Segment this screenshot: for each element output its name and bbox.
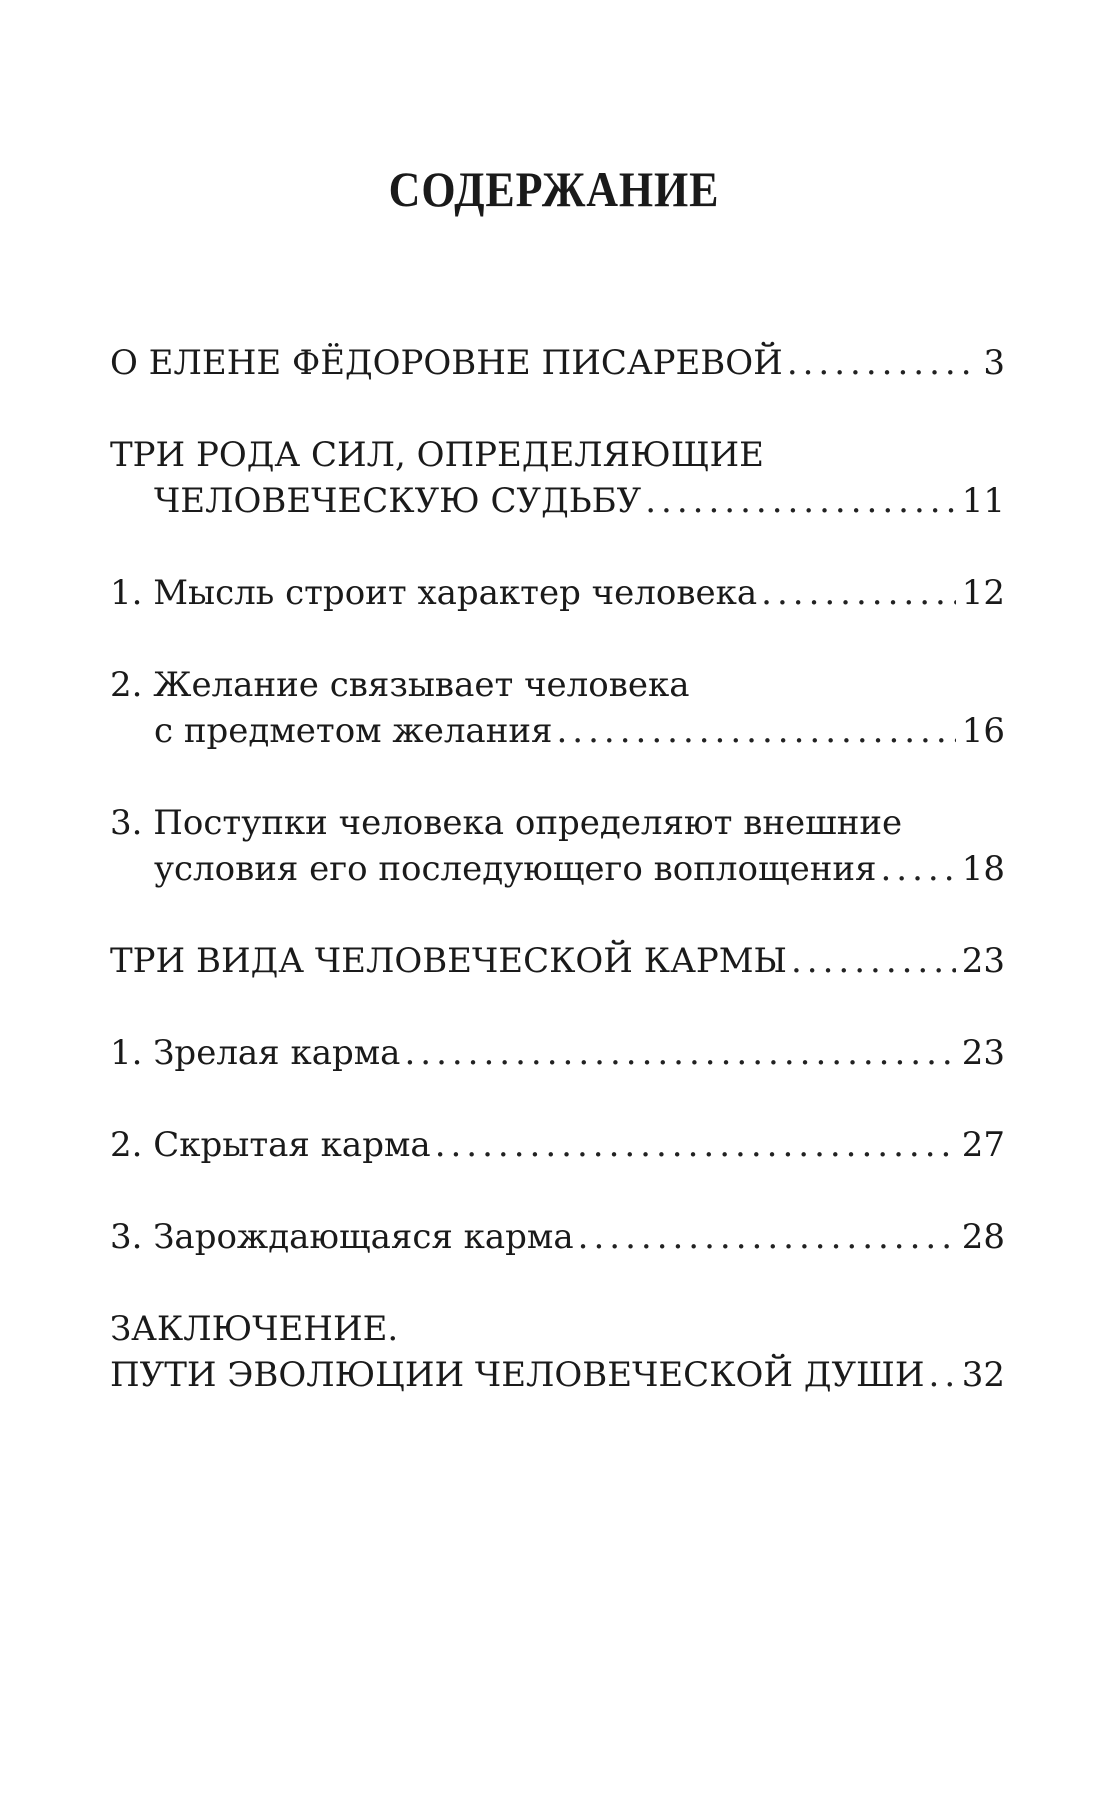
toc-entry-title: 3. Поступки человека определяют внешние bbox=[110, 803, 903, 843]
toc-leader-dots bbox=[787, 340, 978, 386]
toc-entry-title: О ЕЛЕНЕ ФЁДОРОВНЕ ПИСАРЕВОЙ bbox=[110, 343, 783, 383]
toc-leader-dots bbox=[761, 570, 956, 616]
toc-entry-title: ЗАКЛЮЧЕНИЕ. bbox=[110, 1309, 399, 1349]
toc-entry bbox=[110, 570, 1005, 616]
toc-page-number: 23 bbox=[961, 941, 1005, 981]
toc-entry-title-continued: с предметом желания bbox=[154, 711, 553, 751]
toc-leader-dots bbox=[435, 1122, 956, 1168]
toc-entry-title-continued: ЧЕЛОВЕЧЕСКУЮ СУДЬБУ bbox=[154, 481, 642, 521]
toc-entry bbox=[110, 1306, 1005, 1398]
toc-entry bbox=[110, 1214, 1005, 1260]
toc-entry-title: ТРИ РОДА СИЛ, ОПРЕДЕЛЯЮЩИЕ bbox=[110, 435, 764, 475]
toc-page-number: 32 bbox=[961, 1355, 1005, 1395]
toc-entry-title: 1. Зрелая карма bbox=[110, 1033, 401, 1073]
toc-leader-dots bbox=[556, 708, 955, 754]
toc-page-number: 23 bbox=[961, 1033, 1005, 1073]
toc-entry bbox=[110, 938, 1005, 984]
toc-entry-title: ТРИ ВИДА ЧЕЛОВЕЧЕСКОЙ КАРМЫ bbox=[110, 941, 787, 981]
toc-page-number: 16 bbox=[961, 711, 1005, 751]
toc-page-number: 11 bbox=[961, 481, 1005, 521]
toc-entry-title-continued: ПУТИ ЭВОЛЮЦИИ ЧЕЛОВЕЧЕСКОЙ ДУШИ bbox=[110, 1355, 925, 1395]
toc-entry bbox=[110, 1122, 1005, 1168]
toc-entry-title: 2. Желание связывает человека bbox=[110, 665, 690, 705]
toc-entry bbox=[110, 340, 1005, 386]
toc-page-number: 12 bbox=[961, 573, 1005, 613]
toc-page-number: 28 bbox=[961, 1217, 1005, 1257]
page-title: СОДЕРЖАНИЕ bbox=[388, 161, 720, 217]
toc-entry bbox=[110, 1030, 1005, 1076]
toc-page-number: 3 bbox=[983, 343, 1005, 383]
toc-entry-title: 1. Мысль строит характер человека bbox=[110, 573, 758, 613]
toc-entry bbox=[110, 800, 1005, 892]
toc-page-number: 27 bbox=[961, 1125, 1005, 1165]
toc-leader-dots bbox=[929, 1352, 956, 1398]
toc-leader-dots bbox=[645, 478, 956, 524]
toc-entry-title: 2. Скрытая карма bbox=[110, 1125, 431, 1165]
toc-leader-dots bbox=[880, 846, 955, 892]
toc-leader-dots bbox=[791, 938, 956, 984]
toc-entry bbox=[110, 432, 1005, 524]
toc-entry-title-continued: условия его последующего воплощения bbox=[154, 849, 877, 889]
toc-entry bbox=[110, 662, 1005, 754]
toc-page-number: 18 bbox=[961, 849, 1005, 889]
toc-leader-dots bbox=[578, 1214, 956, 1260]
toc-leader-dots bbox=[404, 1030, 955, 1076]
toc-entry-title: 3. Зарождающаяся карма bbox=[110, 1217, 574, 1257]
